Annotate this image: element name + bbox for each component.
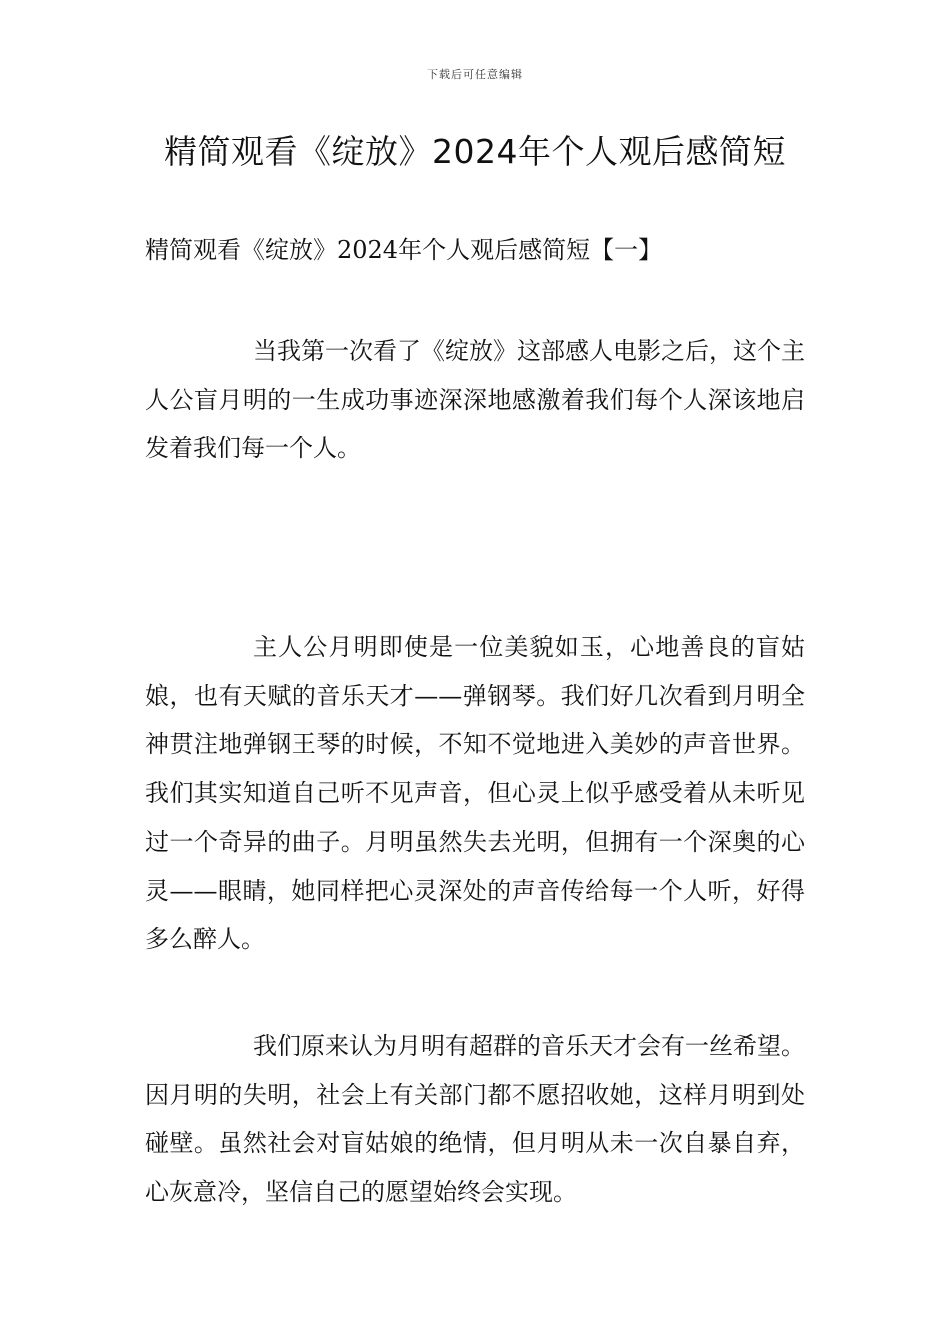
section-heading: 精简观看《绽放》2024年个人观后感简短【一】	[145, 236, 663, 264]
paragraph-1: 当我第一次看了《绽放》这部感人电影之后，这个主人公盲月明的一生成功事迹深深地感激着我们每个人深该地启发着我们每一个人。	[145, 337, 805, 463]
paragraph-2: 主人公月明即使是一位美貌如玉，心地善良的盲姑娘，也有天赋的音乐天才——弹钢琴。我们好几次看到月明全神贯注地弹钢王琴的时候，不知不觉地进入美妙的声音世界。我们其实知道自己听不见声音，但心灵上似乎感受着从未听见过一个奇异的曲子。月明虽然失去光明，但拥有一个深奥的心灵——眼睛，她同样把心灵深处的声音传给每一个人听，好得多么醉人。	[145, 633, 805, 954]
document-title: 精简观看《绽放》2024年个人观后感简短	[164, 132, 786, 171]
paragraph-3: 我们原来认为月明有超群的音乐天才会有一丝希望。因月明的失明，社会上有关部门都不愿招收她，这样月明到处碰壁。虽然社会对盲姑娘的绝情，但月明从未一次自暴自弃，心灰意冷，坚信自己的愿望始终会实现。	[145, 1032, 805, 1207]
header-note: 下载后可任意编辑	[427, 68, 523, 81]
